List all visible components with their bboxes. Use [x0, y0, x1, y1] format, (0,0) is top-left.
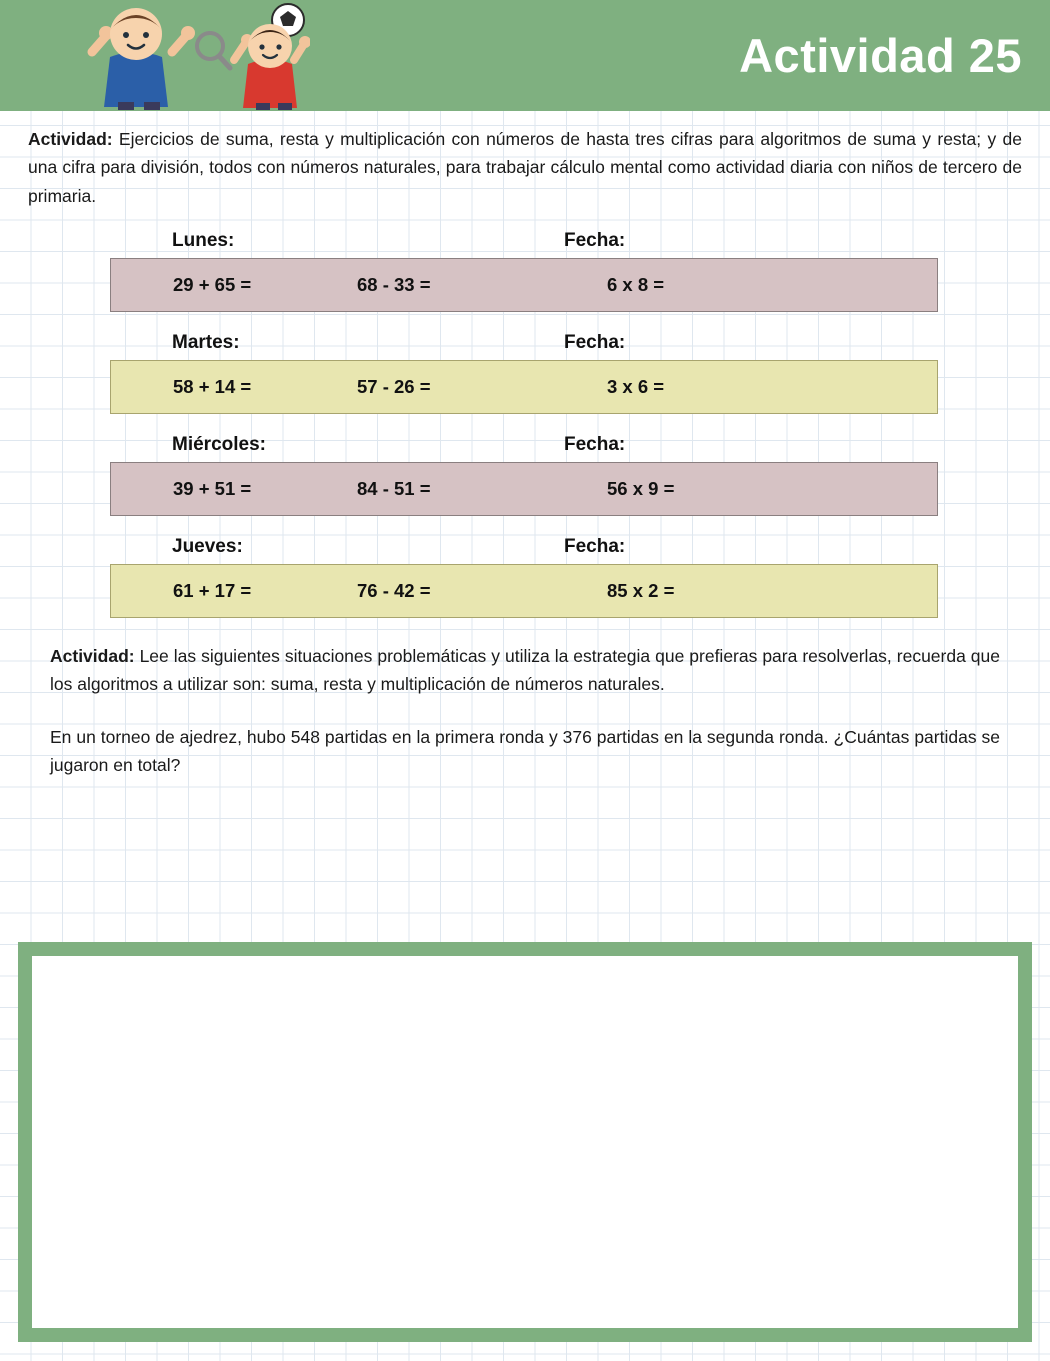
exercise-miercoles-3: 56 x 9 =	[607, 478, 675, 500]
exercise-lunes-3: 6 x 8 =	[607, 274, 665, 296]
exercise-row-miercoles[interactable]	[110, 462, 938, 516]
day-block-miercoles	[110, 434, 938, 516]
page-title: Actividad 25	[739, 29, 1022, 82]
day-name-martes: Martes:	[172, 332, 240, 354]
fecha-label-lunes: Fecha:	[564, 230, 626, 252]
fecha-label-jueves: Fecha:	[564, 536, 626, 558]
activity2-paragraph	[50, 642, 1000, 699]
day-name-lunes: Lunes:	[172, 230, 235, 252]
kids-illustration-icon	[40, 2, 310, 110]
daily-exercises-section	[0, 230, 1050, 618]
day-header-miercoles	[110, 434, 938, 462]
exercise-row-jueves[interactable]	[110, 564, 938, 618]
fecha-label-martes: Fecha:	[564, 332, 626, 354]
worksheet-content	[0, 111, 1050, 779]
intro-paragraph	[28, 125, 1022, 210]
day-block-lunes	[110, 230, 938, 312]
day-header-lunes	[110, 230, 938, 258]
exercise-martes-2: 57 - 26 =	[357, 376, 431, 398]
page-header	[0, 0, 1050, 111]
exercise-lunes-1: 29 + 65 =	[173, 274, 252, 296]
activity2-text: Lee las siguientes situaciones problemáticas y utiliza la estrategia que prefieras para resolverlas, recuerda que los algoritmos a utilizar son: suma, resta y multiplicación de números naturales.	[50, 646, 1000, 695]
day-name-jueves: Jueves:	[172, 536, 243, 558]
problem-statement: En un torneo de ajedrez, hubo 548 partidas en la primera ronda y 376 partidas en la segunda ronda. ¿Cuántas partidas se jugaron en total?	[50, 726, 1000, 776]
answer-input-area[interactable]	[32, 956, 1018, 1328]
day-name-miercoles: Miércoles:	[172, 434, 266, 456]
day-block-jueves	[110, 536, 938, 618]
exercise-lunes-2: 68 - 33 =	[357, 274, 431, 296]
intro-text: Ejercicios de suma, resta y multiplicación con números de hasta tres cifras para algoritmos de suma y resta; y de una cifra para división, todos con números naturales, para trabajar cálculo mental como actividad diaria con niños de tercero de primaria.	[28, 129, 1022, 206]
exercise-martes-3: 3 x 6 =	[607, 376, 665, 398]
fecha-label-miercoles: Fecha:	[564, 434, 626, 456]
exercise-jueves-1: 61 + 17 =	[173, 580, 252, 602]
answer-box-frame	[18, 942, 1032, 1342]
exercise-martes-1: 58 + 14 =	[173, 376, 252, 398]
exercise-jueves-2: 76 - 42 =	[357, 580, 431, 602]
day-header-martes	[110, 332, 938, 360]
day-header-jueves	[110, 536, 938, 564]
activity2-label: Actividad:	[50, 646, 135, 667]
exercise-miercoles-2: 84 - 51 =	[357, 478, 431, 500]
exercise-jueves-3: 85 x 2 =	[607, 580, 675, 602]
exercise-row-lunes[interactable]	[110, 258, 938, 312]
exercise-miercoles-1: 39 + 51 =	[173, 478, 252, 500]
exercise-row-martes[interactable]	[110, 360, 938, 414]
day-block-martes	[110, 332, 938, 414]
intro-label: Actividad:	[28, 129, 113, 149]
